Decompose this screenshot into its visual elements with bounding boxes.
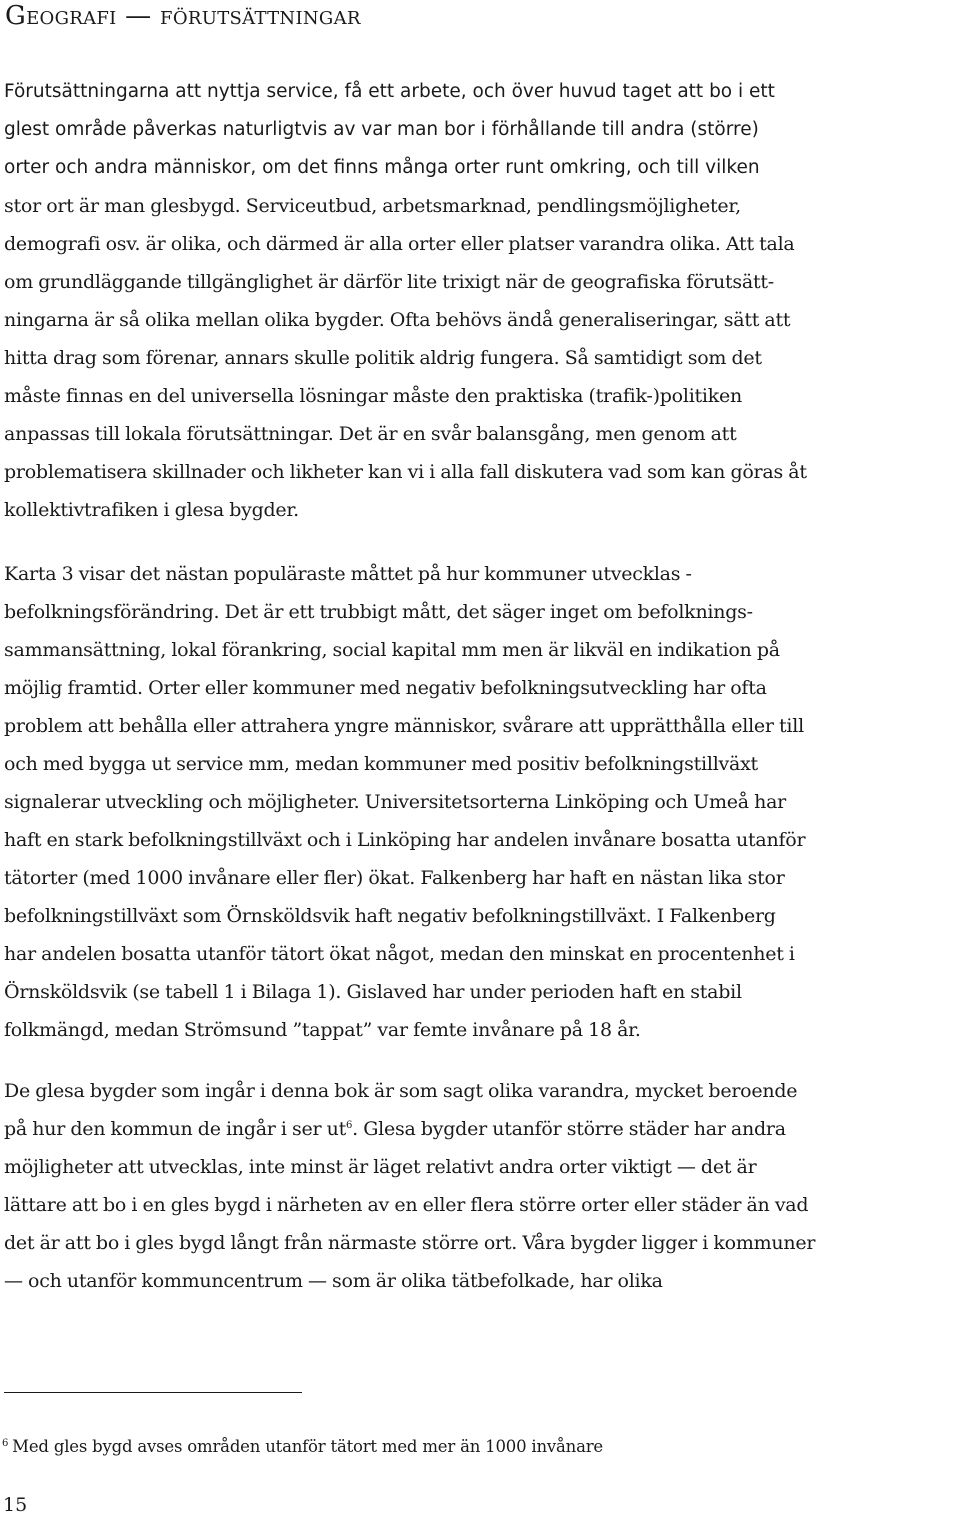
text-line: kollektivtrafiken i glesa bygder. — [4, 499, 299, 521]
text-line: — och utanför kommuncentrum — som är olika tätbefolkade, har olika — [4, 1270, 663, 1292]
text-line: Örnsköldsvik (se tabell 1 i Bilaga 1). Gislaved har under perioden haft en stabil — [4, 981, 742, 1003]
text-line: Förutsättningarna att nyttja service, få ett arbete, och över huvud taget att bo i ett — [4, 81, 775, 102]
text-line: det är att bo i gles bygd långt från närmaste större ort. Våra bygder ligger i kommuner — [4, 1232, 816, 1254]
footnote-reference[interactable]: 6 — [346, 1120, 353, 1131]
text-line: glest område påverkas naturligtvis av var man bor i förhållande till andra (större) — [4, 119, 759, 140]
text-line: och med bygga ut service mm, medan kommuner med positiv befolkningstillväxt — [4, 753, 758, 775]
text-line: demografi osv. är olika, och därmed är alla orter eller platser varandra olika. Att tala — [4, 233, 795, 255]
text-line: om grundläggande tillgänglighet är därför lite trixigt när de geografiska förutsätt- — [4, 271, 774, 293]
text-segment: . Glesa bygder utanför större städer har andra — [352, 1118, 786, 1140]
paragraph-2 — [4, 555, 959, 1049]
text-line: lättare att bo i en gles bygd i närheten av en eller flera större orter eller städer än vad — [4, 1194, 809, 1216]
paragraph-1 — [4, 73, 959, 529]
text-line: anpassas till lokala förutsättningar. Det är en svår balansgång, men genom att — [4, 423, 737, 445]
text-line: problem att behålla eller attrahera yngre människor, svårare att upprätthålla eller till — [4, 715, 804, 737]
text-line: möjlig framtid. Orter eller kommuner med negativ befolkningsutveckling har ofta — [4, 677, 767, 699]
text-line: möjligheter att utvecklas, inte minst är läget relativt andra orter viktigt — det är — [4, 1156, 757, 1178]
text-line: befolkningstillväxt som Örnsköldsvik haft negativ befolkningstillväxt. I Falkenberg — [4, 905, 776, 927]
text-line: Karta 3 visar det nästan populäraste måttet på hur kommuner utvecklas - — [4, 563, 692, 585]
paragraph-3 — [4, 1072, 959, 1300]
text-line: hitta drag som förenar, annars skulle politik aldrig fungera. Så samtidigt som det — [4, 347, 762, 369]
footnote-number: 6 — [2, 1438, 9, 1449]
text-line: måste finnas en del universella lösningar måste den praktiska (trafik-)politiken — [4, 385, 742, 407]
text-line: stor ort är man glesbygd. Serviceutbud, arbetsmarknad, pendlingsmöjligheter, — [4, 195, 741, 217]
text-segment: på hur den kommun de ingår i ser ut — [4, 1118, 347, 1140]
text-line: sammansättning, lokal förankring, social kapital mm men är likväl en indikation på — [4, 639, 780, 661]
text-line: ningarna är så olika mellan olika bygder. Ofta behövs ändå generaliseringar, sätt att — [4, 309, 791, 331]
footnote-text: Med gles bygd avses områden utanför tätort med mer än 1000 invånare — [12, 1437, 603, 1456]
text-line-with-footnote — [4, 1110, 959, 1148]
text-line: orter och andra människor, om det finns många orter runt omkring, och till vilken — [4, 157, 760, 178]
text-line: har andelen bosatta utanför tätort ökat något, medan den minskat en procentenhet i — [4, 943, 795, 965]
section-heading: Geografi — förutsättningar — [5, 1, 361, 31]
text-line: signalerar utveckling och möjligheter. Universitetsorterna Linköping och Umeå har — [4, 791, 786, 813]
page-number: 15 — [3, 1494, 28, 1516]
text-line: befolkningsförändring. Det är ett trubbigt mått, det säger inget om befolknings- — [4, 601, 753, 623]
text-line: folkmängd, medan Strömsund ”tappat” var femte invånare på 18 år. — [4, 1019, 641, 1041]
text-line: tätorter (med 1000 invånare eller fler) ökat. Falkenberg har haft en nästan lika stor — [4, 867, 785, 889]
text-line: problematisera skillnader och likheter kan vi i alla fall diskutera vad som kan göras åt — [4, 461, 807, 483]
footnote-divider — [4, 1392, 302, 1393]
footnote — [2, 1432, 603, 1459]
text-line: haft en stark befolkningstillväxt och i Linköping har andelen invånare bosatta utanför — [4, 829, 806, 851]
text-line: De glesa bygder som ingår i denna bok är som sagt olika varandra, mycket beroende — [4, 1080, 798, 1102]
